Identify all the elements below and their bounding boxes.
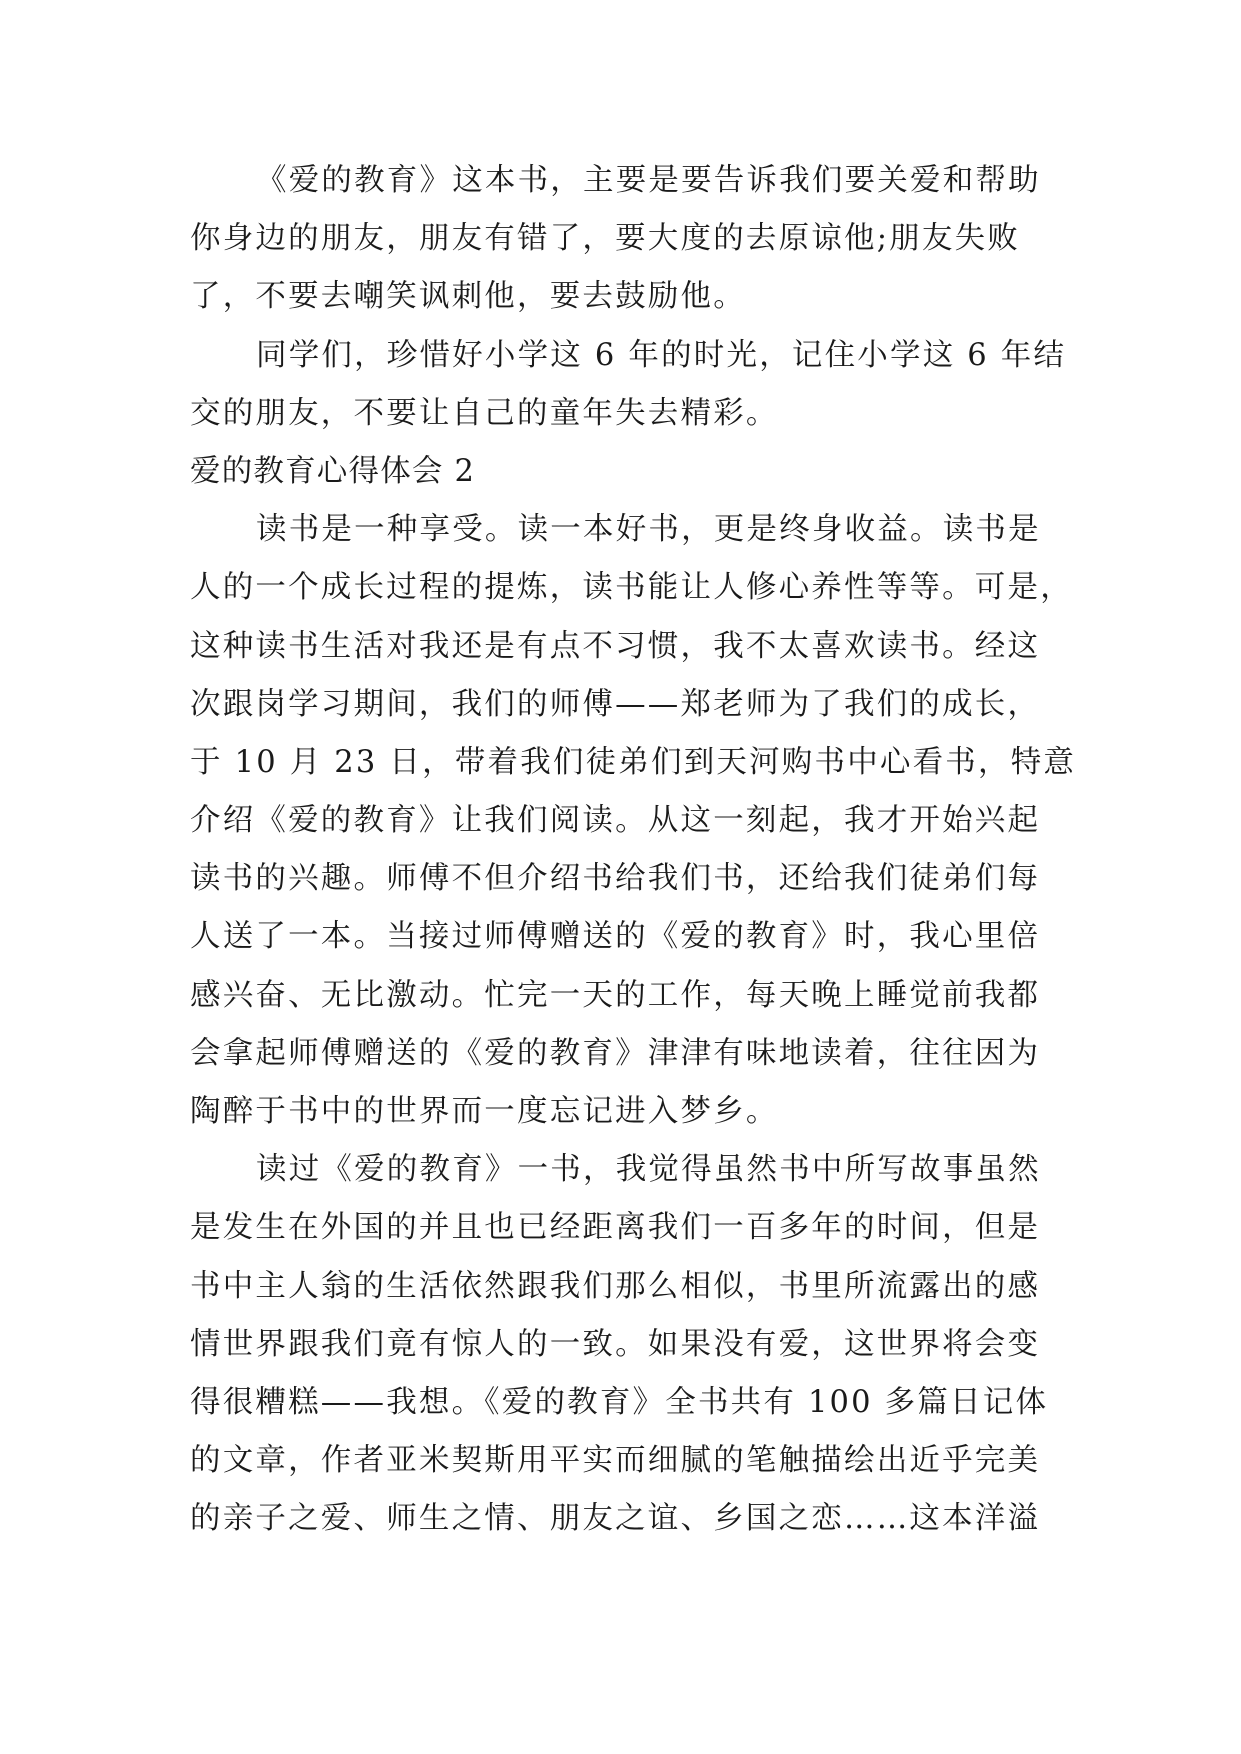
paragraph-line: 了，不要去嘲笑讽刺他，要去鼓励他。 <box>190 279 746 315</box>
paragraph-line: 介绍《爱的教育》让我们阅读。从这一刻起，我才开始兴起 <box>190 803 1041 839</box>
paragraph-line: 人的一个成长过程的提炼，读书能让人修心养性等等。可是， <box>190 570 1073 606</box>
paragraph-line: 书中主人翁的生活依然跟我们那么相似，书里所流露出的感 <box>190 1268 1041 1304</box>
paragraph-line: 这种读书生活对我还是有点不习惯，我不太喜欢读书。经这 <box>190 628 1041 664</box>
paragraph-line: 是发生在外国的并且也已经距离我们一百多年的时间，但是 <box>190 1210 1041 1246</box>
paragraph-line: 的亲子之爱、师生之情、朋友之谊、乡国之恋……这本洋溢 <box>190 1501 1041 1537</box>
paragraph-line: 你身边的朋友，朋友有错了，要大度的去原谅他;朋友失败 <box>190 221 1020 257</box>
paragraph-line: 次跟岗学习期间，我们的师傅——郑老师为了我们的成长， <box>190 686 1041 722</box>
paragraph-line: 陶醉于书中的世界而一度忘记进入梦乡。 <box>190 1094 779 1129</box>
paragraph-line: 读书的兴趣。师傅不但介绍书给我们书，还给我们徒弟们每 <box>190 861 1041 897</box>
paragraph-line: 同学们，珍惜好小学这 6 年的时光，记住小学这 6 年结 <box>256 337 1067 373</box>
paragraph-line: 于 10 月 23 日，带着我们徒弟们到天河购书中心看书，特意 <box>190 744 1077 780</box>
paragraph-line: 的文章，作者亚米契斯用平实而细腻的笔触描绘出近乎完美 <box>190 1443 1041 1479</box>
paragraph-line: 交的朋友，不要让自己的童年失去精彩。 <box>190 395 779 431</box>
paragraph-line: 《爱的教育》这本书，主要是要告诉我们要关爱和帮助 <box>256 163 1041 198</box>
paragraph-line: 读书是一种享受。读一本好书，更是终身收益。读书是 <box>256 512 1041 548</box>
paragraph-line: 读过《爱的教育》一书，我觉得虽然书中所写故事虽然 <box>256 1152 1041 1188</box>
document-body <box>190 152 1077 1549</box>
paragraph-line: 感兴奋、无比激动。忙完一天的工作，每天晚上睡觉前我都 <box>190 977 1041 1013</box>
paragraph-line: 人送了一本。当接过师傅赠送的《爱的教育》时，我心里倍 <box>190 919 1041 955</box>
paragraph-line: 得很糟糕——我想。《爱的教育》全书共有 100 多篇日记体 <box>190 1384 1049 1420</box>
paragraph-line: 情世界跟我们竟有惊人的一致。如果没有爱，这世界将会变 <box>190 1326 1041 1362</box>
paragraph-line: 会拿起师傅赠送的《爱的教育》津津有味地读着，往往因为 <box>190 1035 1041 1071</box>
section-heading: 爱的教育心得体会 2 <box>190 453 476 489</box>
